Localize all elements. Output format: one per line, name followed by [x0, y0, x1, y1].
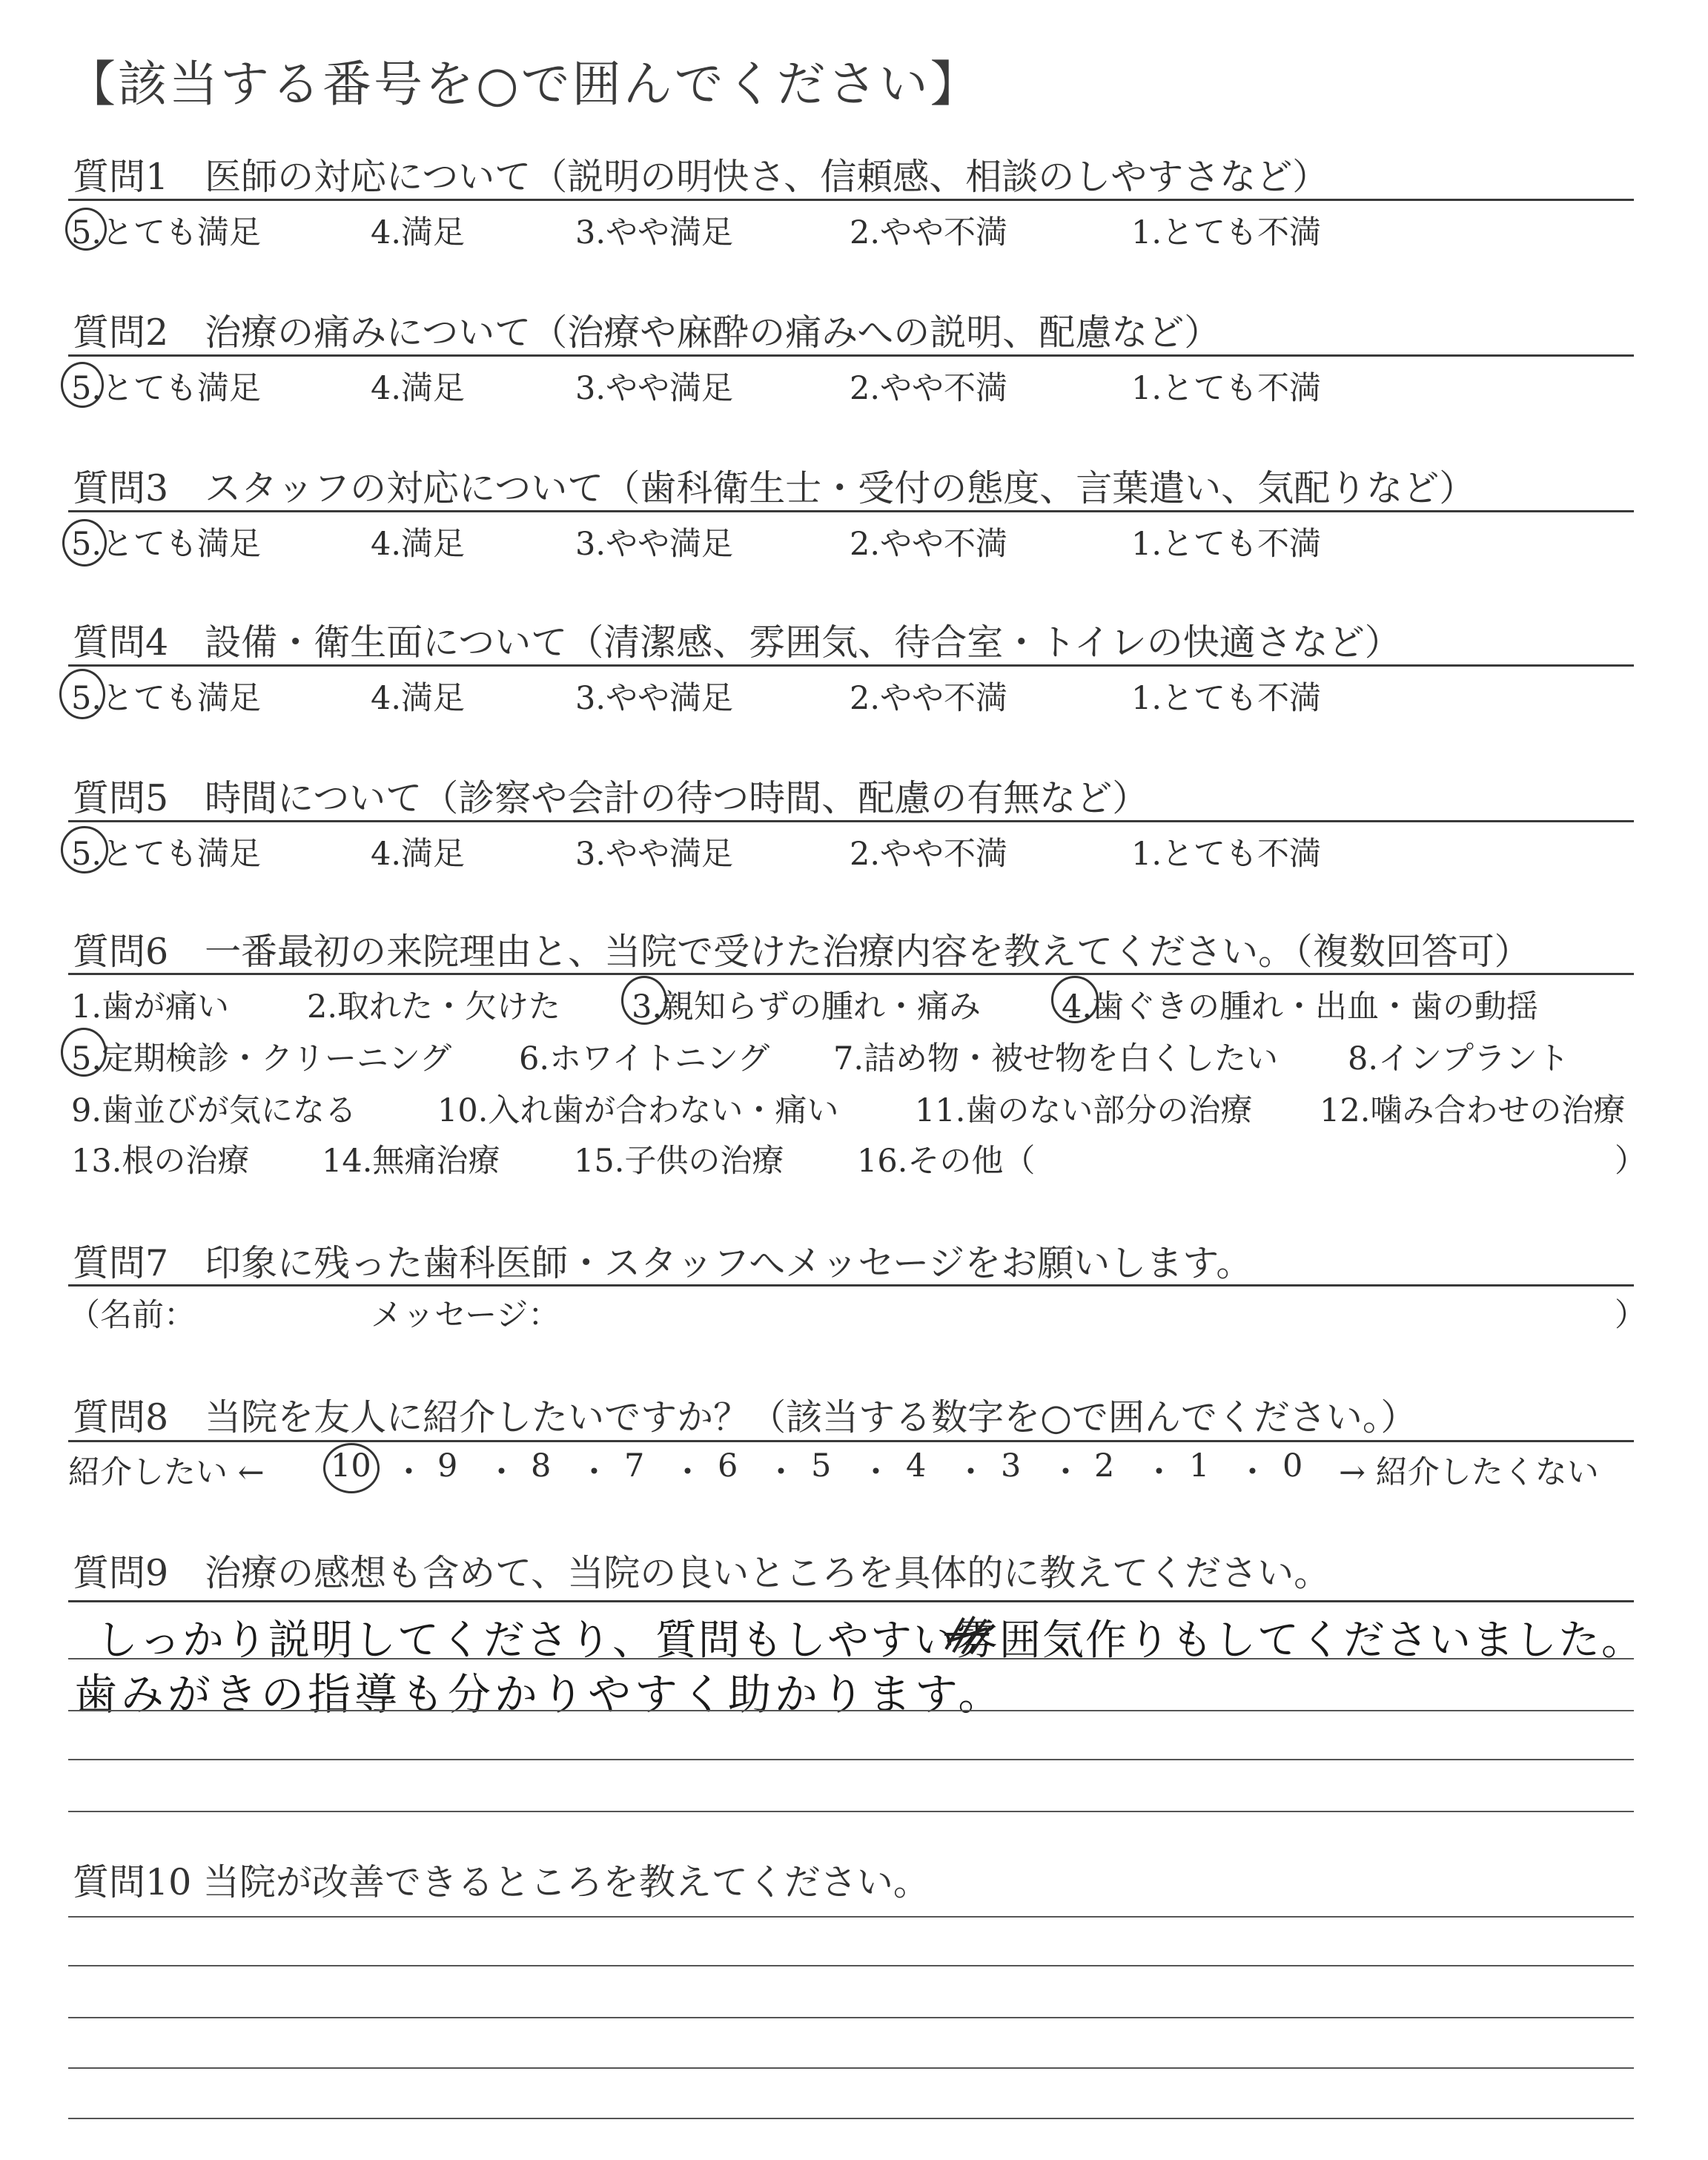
option-4[interactable]: 4.満足: [371, 836, 466, 873]
dot: ・: [1050, 1454, 1082, 1491]
scale-7[interactable]: 7: [624, 1447, 645, 1484]
option-5[interactable]: 5.とても満足: [71, 680, 262, 717]
option-4[interactable]: 4.満足: [371, 370, 466, 407]
divider: [68, 354, 1634, 357]
scale-3[interactable]: 3: [1001, 1447, 1022, 1484]
divider: [68, 510, 1634, 512]
q6-option[interactable]: 8.インプラント: [1348, 1040, 1570, 1077]
option-2[interactable]: 2.やや不満: [850, 214, 1008, 251]
answer-line: [68, 1965, 1634, 1966]
answer-line: [68, 2017, 1634, 2018]
divider: [68, 820, 1634, 822]
question-9-title: 質問9 治療の感想も含めて、当院の良いところを具体的に教えてください。: [73, 1552, 1331, 1594]
divider: [68, 1600, 1634, 1602]
scale-10[interactable]: 10: [331, 1447, 371, 1484]
question-8-title: 質問8 当院を友人に紹介したいですか？（該当する数字を○で囲んでください。）: [73, 1396, 1417, 1439]
question-4-title: 質問4 設備・衛生面について（清潔感、雰囲気、待合室・トイレの快適さなど）: [73, 621, 1401, 664]
q6-option[interactable]: 5.定期検診・クリーニング: [71, 1040, 452, 1077]
handwritten-answer-line-2: 歯みがきの指導も分かりやすく助かります。: [74, 1669, 1005, 1720]
q6-option[interactable]: 13.根の治療: [71, 1143, 250, 1180]
scribbled-out-mark: [941, 1612, 993, 1657]
option-1[interactable]: 1.とても不満: [1131, 214, 1322, 251]
dot: ・: [578, 1454, 610, 1491]
form-header: 【該当する番号を○で囲んでください】: [67, 56, 982, 113]
q6-option[interactable]: 7.詰め物・被せ物を白くしたい: [833, 1040, 1279, 1077]
option-1[interactable]: 1.とても不満: [1131, 370, 1322, 407]
dot: ・: [486, 1454, 517, 1491]
scale-8[interactable]: 8: [531, 1447, 552, 1484]
option-5[interactable]: 5.とても満足: [71, 526, 262, 563]
scale-6[interactable]: 6: [718, 1447, 738, 1484]
answer-line: [68, 1710, 1634, 1711]
option-4[interactable]: 4.満足: [371, 214, 466, 251]
option-5[interactable]: 5.とても満足: [71, 836, 262, 873]
q6-option[interactable]: 1.歯が痛い: [71, 988, 230, 1025]
scale-2[interactable]: 2: [1094, 1447, 1115, 1484]
option-3[interactable]: 3.やや満足: [575, 214, 734, 251]
question-2-title: 質問2 治療の痛みについて（治療や麻酔の痛みへの説明、配慮など）: [73, 311, 1221, 354]
option-3[interactable]: 3.やや満足: [575, 526, 734, 563]
q6-option[interactable]: 3.親知らずの腫れ・痛み: [632, 988, 982, 1025]
option-3[interactable]: 3.やや満足: [575, 680, 734, 717]
divider: [68, 973, 1634, 975]
option-3[interactable]: 3.やや満足: [575, 836, 734, 873]
question-7-title: 質問7 印象に残った歯科医師・スタッフへメッセージをお願いします。: [73, 1242, 1253, 1284]
close-paren: ）: [1615, 1143, 1646, 1180]
recommend-right-label: → 紹介したくない: [1339, 1454, 1599, 1491]
dot: ・: [1143, 1454, 1175, 1491]
q6-option[interactable]: 11.歯のない部分の治療: [915, 1092, 1253, 1129]
option-1[interactable]: 1.とても不満: [1131, 836, 1322, 873]
q6-option-other[interactable]: 16.その他（: [857, 1143, 1036, 1180]
question-3-title: 質問3 スタッフの対応について（歯科衛生士・受付の態度、言葉遣い、気配りなど）: [73, 467, 1476, 509]
q6-option[interactable]: 10.入れ歯が合わない・痛い: [437, 1092, 839, 1129]
dot: ・: [393, 1454, 425, 1491]
answer-line: [68, 2067, 1634, 2069]
close-paren: ）: [1615, 1297, 1646, 1334]
divider: [68, 1284, 1634, 1287]
option-1[interactable]: 1.とても不満: [1131, 680, 1322, 717]
scale-4[interactable]: 4: [906, 1447, 927, 1484]
scale-9[interactable]: 9: [437, 1447, 458, 1484]
option-2[interactable]: 2.やや不満: [850, 370, 1008, 407]
answer-line: [68, 1759, 1634, 1760]
divider: [68, 664, 1634, 667]
question-10-title: 質問10 当院が改善できるところを教えてください。: [73, 1861, 930, 1903]
question-6-title: 質問6 一番最初の来院理由と、当院で受けた治療内容を教えてください。（複数回答可）: [73, 931, 1531, 973]
option-5[interactable]: 5.とても満足: [71, 214, 262, 251]
dot: ・: [1237, 1454, 1268, 1491]
name-label: （名前：: [68, 1297, 196, 1334]
answer-line: [68, 2118, 1634, 2119]
divider: [68, 1440, 1634, 1442]
handwritten-answer-line-1: しっかり説明してくださり、質問もしやすい雰囲気作りもしてくださいました。: [96, 1616, 1644, 1665]
q6-option[interactable]: 4.歯ぐきの腫れ・出血・歯の動揺: [1062, 988, 1539, 1025]
option-4[interactable]: 4.満足: [371, 526, 466, 563]
option-5[interactable]: 5.とても満足: [71, 370, 262, 407]
scale-1[interactable]: 1: [1189, 1447, 1210, 1484]
recommend-left-label: 紹介したい ←: [68, 1454, 265, 1491]
question-5-title: 質問5 時間について（診察や会計の待つ時間、配慮の有無など）: [73, 777, 1149, 819]
option-2[interactable]: 2.やや不満: [850, 680, 1008, 717]
option-2[interactable]: 2.やや不満: [850, 836, 1008, 873]
answer-line: [68, 1811, 1634, 1812]
option-4[interactable]: 4.満足: [371, 680, 466, 717]
q6-option[interactable]: 15.子供の治療: [574, 1143, 784, 1180]
q6-option[interactable]: 9.歯並びが気になる: [71, 1092, 357, 1129]
q6-option[interactable]: 14.無痛治療: [322, 1143, 500, 1180]
dot: ・: [955, 1454, 987, 1491]
option-1[interactable]: 1.とても不満: [1131, 526, 1322, 563]
scale-0[interactable]: 0: [1282, 1447, 1303, 1484]
answer-line: [68, 1916, 1634, 1918]
dot: ・: [765, 1454, 797, 1491]
q6-option[interactable]: 2.取れた・欠けた: [307, 988, 561, 1025]
dot: ・: [672, 1454, 704, 1491]
question-1-title: 質問1 医師の対応について（説明の明快さ、信頼感、相談のしやすさなど）: [73, 156, 1329, 198]
dot: ・: [860, 1454, 892, 1491]
option-2[interactable]: 2.やや不満: [850, 526, 1008, 563]
q6-option[interactable]: 12.噛み合わせの治療: [1320, 1092, 1626, 1129]
message-label: メッセージ：: [371, 1297, 560, 1334]
q6-option[interactable]: 6.ホワイトニング: [519, 1040, 770, 1077]
divider: [68, 199, 1634, 201]
scale-5[interactable]: 5: [811, 1447, 832, 1484]
option-3[interactable]: 3.やや満足: [575, 370, 734, 407]
